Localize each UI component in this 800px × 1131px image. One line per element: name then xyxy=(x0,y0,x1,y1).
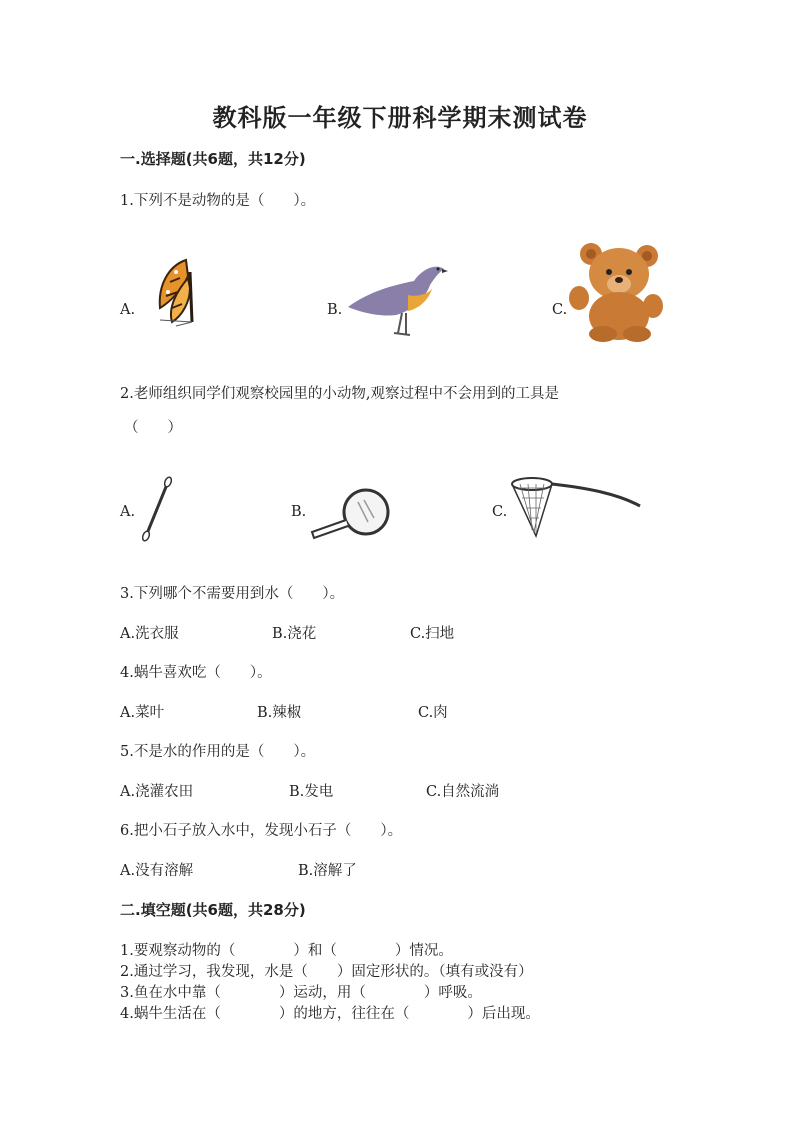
teddy-bear-icon xyxy=(567,240,667,342)
fill-blank-line-2: 2.通过学习，我发现，水是（ ）固定形状的。（填有或没有） xyxy=(120,964,533,980)
question-2-option-a: A. xyxy=(120,504,136,520)
cotton-swab-icon xyxy=(138,476,178,542)
magnifying-glass-icon xyxy=(306,488,396,540)
question-1-option-c: C. xyxy=(552,302,568,318)
butterfly-icon xyxy=(146,252,218,328)
question-3-stem: 3.下列哪个不需要用到水（ ）。 xyxy=(120,586,345,602)
question-2-stem: 2.老师组织同学们观察校园里的小动物,观察过程中不会用到的工具是 xyxy=(120,386,559,402)
fill-blank-line-3: 3.鱼在水中靠（ ）运动，用（ ）呼吸。 xyxy=(120,985,482,1001)
question-6-option-b: B.溶解了 xyxy=(298,863,357,879)
question-4-option-b: B.辣椒 xyxy=(257,705,302,721)
question-5-stem: 5.不是水的作用的是（ ）。 xyxy=(120,744,316,760)
question-5-option-c: C.自然流淌 xyxy=(426,784,500,800)
question-6-stem: 6.把小石子放入水中，发现小石子（ ）。 xyxy=(120,823,403,839)
question-3-option-b: B.浇花 xyxy=(272,626,317,642)
question-4-stem: 4.蜗牛喜欢吃（ ）。 xyxy=(120,665,272,681)
question-5-option-b: B.发电 xyxy=(289,784,334,800)
question-3-option-c: C.扫地 xyxy=(410,626,455,642)
question-1-option-a: A. xyxy=(120,302,136,318)
question-4-option-a: A.菜叶 xyxy=(120,705,165,721)
question-2-option-b: B. xyxy=(291,504,307,520)
section-heading-fill-blank: 二.填空题(共6题，共28分) xyxy=(120,901,306,919)
question-5-option-a: A.浇灌农田 xyxy=(120,784,194,800)
fill-blank-line-4: 4.蜗牛生活在（ ）的地方，往往在（ ）后出现。 xyxy=(120,1006,540,1022)
question-3-option-a: A.洗衣服 xyxy=(120,626,179,642)
bird-icon xyxy=(342,255,450,339)
question-1-stem: 1.下列不是动物的是（ ）。 xyxy=(120,193,316,209)
question-4-option-c: C.肉 xyxy=(418,705,448,721)
question-6-option-a: A.没有溶解 xyxy=(120,863,194,879)
question-1-option-b: B. xyxy=(327,302,343,318)
question-2-paren: （ ） xyxy=(124,420,182,436)
fill-blank-line-1: 1.要观察动物的（ ）和（ ）情况。 xyxy=(120,943,453,959)
section-heading-choice: 一.选择题(共6题，共12分) xyxy=(120,150,306,168)
page-title: 教科版一年级下册科学期末测试卷 xyxy=(212,104,588,132)
insect-net-icon xyxy=(508,474,644,540)
question-2-option-c: C. xyxy=(492,504,508,520)
